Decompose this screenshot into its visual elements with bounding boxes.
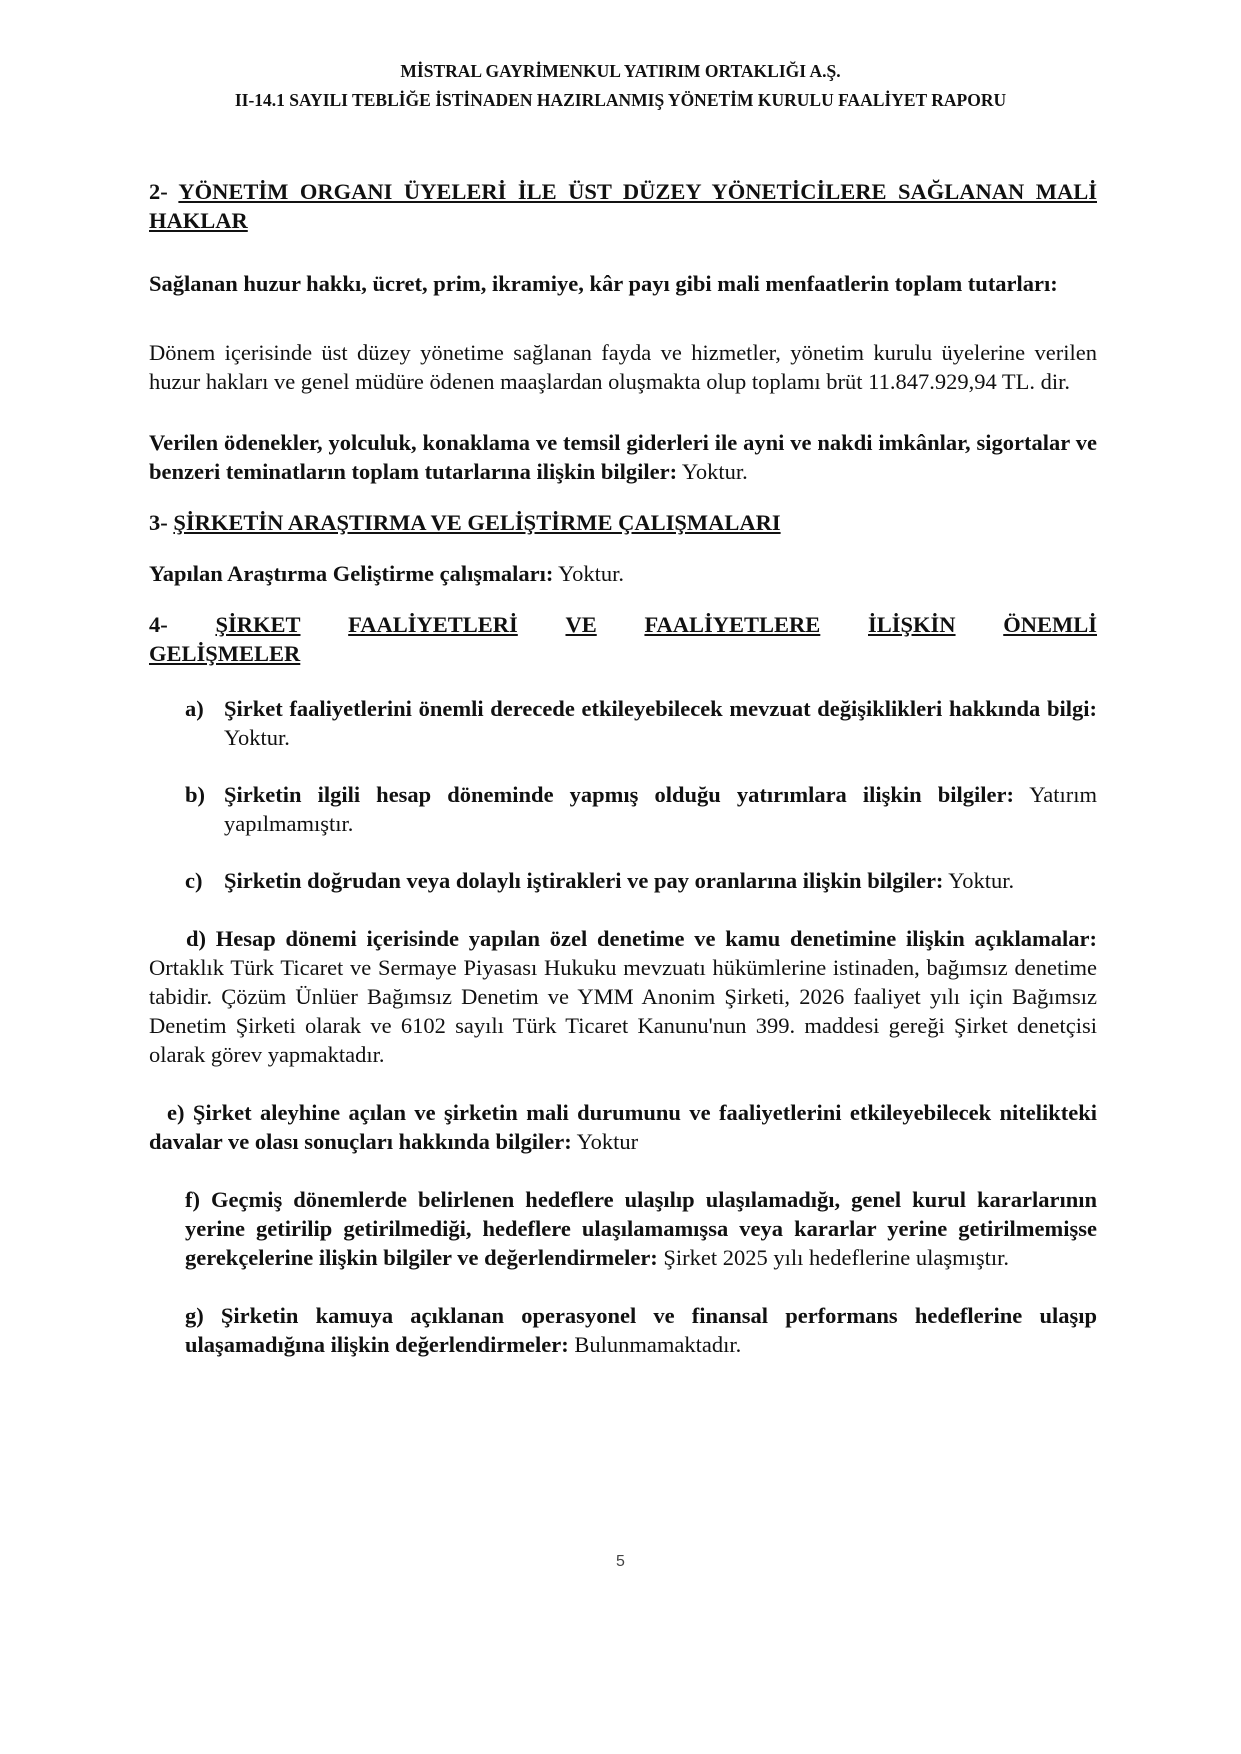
item-e-answer: Yoktur [571, 1129, 639, 1154]
section-2-question-2 [149, 428, 1097, 486]
section-4-item-d [149, 924, 1097, 1069]
section-4-number: 4- [149, 612, 168, 637]
list-item-answer: Yoktur. [943, 868, 1015, 893]
section-4-title-word: FAALİYETLERE [644, 612, 821, 637]
item-f-answer: Şirket 2025 yılı hedeflerine ulaşmıştır. [657, 1245, 1009, 1270]
section-4-title-word: VE [565, 612, 597, 637]
document-header [0, 57, 1241, 115]
section-2-question-2-text: Verilen ödenekler, yolculuk, konaklama ve temsil giderleri ile ayni ve nakdi imkânlar, sigortalar ve benzeri teminatların toplam tutarlarına ilişkin bilgiler: [149, 430, 1097, 484]
section-2-title: YÖNETİM ORGANI ÜYELERİ İLE ÜST DÜZEY YÖNETİCİLERE SAĞLANAN MALİ HAKLAR [149, 179, 1097, 233]
section-4-title-word: ŞİRKET [215, 612, 301, 637]
section-4-item-f [185, 1185, 1097, 1272]
item-g-answer: Bulunmamaktadır. [568, 1332, 742, 1357]
section-2-question-1-text: Sağlanan huzur hakkı, ücret, prim, ikramiye, kâr payı gibi mali menfaatlerin toplam tutarları: [149, 271, 1058, 296]
section-2-number: 2- [149, 179, 179, 204]
list-item [185, 866, 1097, 895]
item-f-question: f) Geçmiş dönemlerde belirlenen hedeflere ulaşılıp ulaşılamadığı, genel kurul kararlarının yerine getirilip getirilmediği, hedeflere ulaşılamamışsa veya kararlar yerine getirilmemişse gerekçelerine ilişkin bilgiler ve değerlendirmeler: [185, 1187, 1097, 1270]
section-3-title: ŞİRKETİN ARAŞTIRMA VE GELİŞTİRME ÇALIŞMALARI [173, 510, 781, 535]
section-2-question-1 [149, 269, 1097, 298]
report-title: II-14.1 SAYILI TEBLİĞE İSTİNADEN HAZIRLANMIŞ YÖNETİM KURULU FAALİYET RAPORU [234, 90, 1007, 110]
item-e-question: e) Şirket aleyhine açılan ve şirketin mali durumunu ve faaliyetlerini etkileyebilecek nitelikteki davalar ve olası sonuçları hakkında bilgiler: [149, 1100, 1097, 1154]
company-name: MİSTRAL GAYRİMENKUL YATIRIM ORTAKLIĞI A.Ş. [400, 61, 841, 81]
list-item-marker: a) [185, 696, 204, 721]
section-3-number: 3- [149, 510, 174, 535]
section-4-title-word: FAALİYETLERİ [348, 612, 518, 637]
item-d-answer: Ortaklık Türk Ticaret ve Sermaye Piyasası Hukuku mevzuatı hükümlerine istinaden, bağımsız denetime tabidir. Çözüm Ünlüer Bağımsız Denetim ve YMM Anonim Şirketi, 2026 faaliyet yılı için Bağımsız Denetim Şirketi olarak ve 6102 sayılı Türk Ticaret Kanunu'nun 399. maddesi gereği Şirket denetçisi olarak görev yapmaktadır. [149, 955, 1097, 1067]
item-d-question: d) Hesap dönemi içerisinde yapılan özel denetime ve kamu denetimine ilişkin açıklamalar: [186, 926, 1097, 951]
section-4-title-word: ÖNEMLİ [1003, 612, 1097, 637]
section-4-heading [149, 610, 1097, 668]
list-item [185, 694, 1097, 752]
list-item-marker: c) [185, 868, 203, 893]
section-2-answer-1: Dönem içerisinde üst düzey yönetime sağlanan fayda ve hizmetler, yönetim kurulu üyelerine verilen huzur hakları ve genel müdüre ödenen maaşlardan oluşmakta olup toplamı brüt 11.847.929,94 TL. dir. [149, 340, 1097, 394]
section-4-item-e [149, 1098, 1097, 1156]
page-number: 5 [616, 1553, 625, 1570]
section-2-answer-2: Yoktur. [677, 459, 748, 484]
section-3-heading [149, 508, 1097, 537]
list-item [185, 780, 1097, 838]
list-item-question: Şirket faaliyetlerini önemli derecede etkileyebilecek mevzuat değişiklikleri hakkında bilgi: [224, 696, 1097, 721]
list-item-answer: Yoktur. [224, 725, 290, 750]
list-item-marker: b) [185, 782, 206, 807]
section-4-item-g [185, 1301, 1097, 1359]
section-4-heading-line-1 [149, 610, 1097, 639]
item-g-question: g) Şirketin kamuya açıklanan operasyonel ve finansal performans hedeflerine ulaşıp ulaşamadığına ilişkin değerlendirmeler: [185, 1303, 1097, 1357]
list-item-answer: Yatırım yapılmamıştır. [224, 782, 1097, 836]
section-2-heading [149, 177, 1097, 235]
section-4-list [185, 694, 1097, 895]
list-item-question: Şirketin ilgili hesap döneminde yapmış olduğu yatırımlara ilişkin bilgiler: [224, 782, 1014, 807]
section-4-title-line-2: GELİŞMELER [149, 641, 301, 666]
section-4-heading-line-2 [149, 639, 1097, 668]
list-item-question: Şirketin doğrudan veya dolaylı iştirakleri ve pay oranlarına ilişkin bilgiler: [224, 868, 944, 893]
section-3-question-1 [149, 559, 1097, 588]
section-4-title-word: İLİŞKİN [868, 612, 956, 637]
section-3-question-1-text: Yapılan Araştırma Geliştirme çalışmaları: [149, 561, 554, 586]
page-content [149, 177, 1097, 1359]
section-3-answer-1: Yoktur. [553, 561, 624, 586]
